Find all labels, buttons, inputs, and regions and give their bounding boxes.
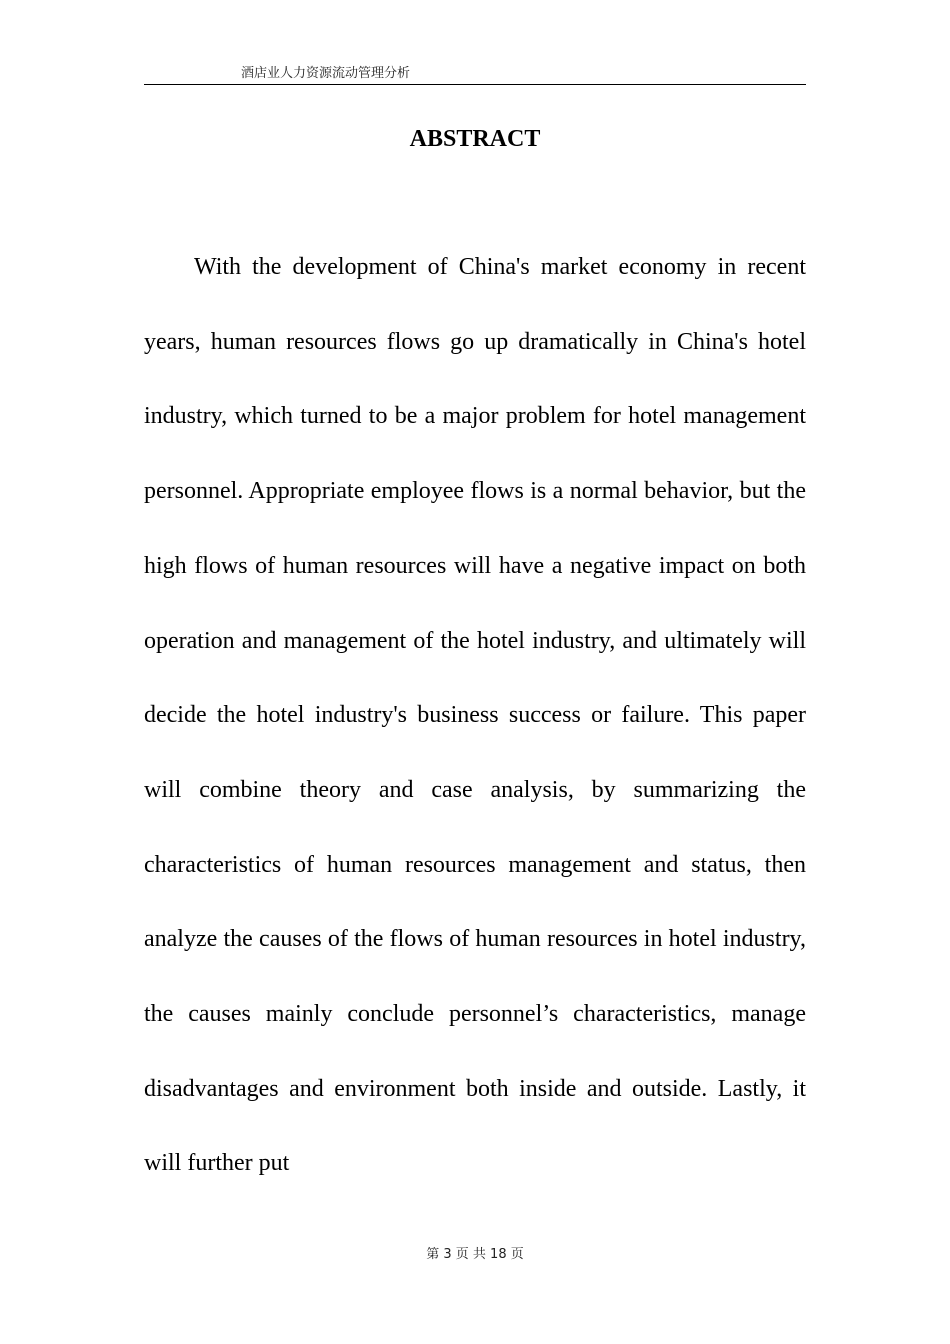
running-header [144,66,806,85]
abstract-body-text: With the development of China's market economy in recent years, human resources flows go up dramatically in China's hotel industry, which turned to be a major problem for hotel management personnel. Appropriate employee flows is a normal behavior, but the high flows of human resources will have a negative impact on both operation and management of the hotel industry, and ultimately will decide the hotel industry's business success or failure. This paper will combine theory and case analysis, by summarizing the characteristics of human resources management and status, then analyze the causes of the flows of human resources in hotel industry, the causes mainly conclude personnel’s characteristics, manage disadvantages and environment both inside and outside. Lastly, it will further put [144,254,806,1177]
page-number-footer: 第 3 页 共 18 页 [426,1247,524,1262]
running-header-title: 酒店业人力资源流动管理分析 [241,66,411,81]
abstract-heading: ABSTRACT [409,126,541,152]
